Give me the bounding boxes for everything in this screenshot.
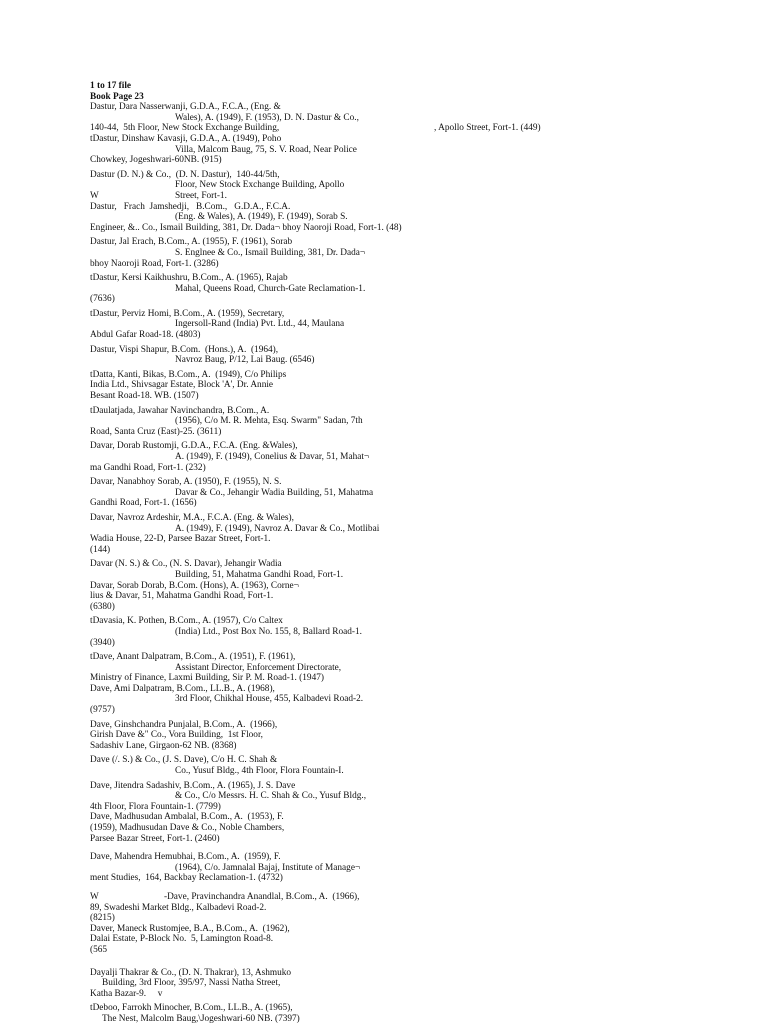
entry-line: (565: [90, 944, 108, 955]
entry-line: Ingersoll-Rand (India) Pvt. Ltd., 44, Maulana: [175, 319, 345, 330]
entry-line: ment Studies, 164, Backbay Reclamation-1. (4732): [90, 873, 283, 884]
entry-line: Davar, Sorab Dorab, B.Com. (Hons), A. (1963), Corne¬: [90, 580, 299, 591]
entry-line: tDastur, Perviz Homi, B.Com., A. (1959), Secretary,: [90, 308, 285, 319]
entry-line: (India) Ltd., Post Box No. 155, 8, Ballard Road-1.: [175, 626, 362, 637]
entry-line: Girish Dave &" Co., Vora Building, 1st Floor,: [90, 730, 264, 741]
entry-line: Parsee Bazar Street, Fort-1. (2460): [90, 833, 220, 844]
entry-line: Abdul Gafar Road-18. (4803): [90, 330, 201, 341]
entry-line: Gandhi Road, Fort-1. (1656): [90, 498, 197, 509]
entry-line: Wadia House, 22-D, Parsee Bazar Street, Fort-1.: [90, 534, 271, 545]
entry-line: tDavasia, K. Pothen, B.Com., A. (1957), C/o Caltex: [90, 616, 283, 627]
entry-line: bhoy Naoroji Road, Fort-1. (3286): [90, 258, 219, 269]
book-page-label: Book Page 23: [90, 91, 144, 102]
entry-line: India Ltd., Shivsagar Estate, Block 'A', Dr. Annie: [90, 380, 274, 391]
entry-line: Wales), A. (1949), F. (1953), D. N. Dastur & Co.,: [175, 112, 359, 123]
entry-line: tDave, Anant Dalpatram, B.Com., A. (1951), F. (1961),: [90, 652, 296, 663]
entry-line: (3940): [90, 637, 115, 648]
entry-line: 4th Floor, Flora Fountain-1. (7799): [90, 801, 221, 812]
entry-line: Dastur, Frach Jamshedji, B.Com., G.D.A., F.C.A.: [90, 201, 291, 212]
document-page: [90, 81, 730, 1025]
entry-line: S. Englnee & Co., Ismail Building, 381, Dr. Dada¬: [175, 247, 366, 258]
entry-line: Dastur, Jal Erach, B.Com., A. (1955), F. (1961), Sorab: [90, 237, 293, 248]
entry-line: Building, 51, Mahatma Gandhi Road, Fort-1.: [175, 569, 344, 580]
entry-line: Dave, Jitendra Sadashiv, B.Com., A. (1965), J. S. Dave: [90, 780, 296, 791]
entry-line: Davar, Dorab Rustomji, G.D.A., F.C.A. (Eng. &Wales),: [90, 441, 298, 452]
entry-line: Dave, Mahendra Hemubhai, B.Com., A. (1959), F.: [90, 852, 281, 863]
entry-line: Co., Yusuf Bldg., 4th Floor, Flora Fountain-I.: [175, 766, 344, 777]
entry-line: Building, 3rd Floor, 395/97, Nassi Natha Street,: [102, 978, 281, 989]
entry-line: Katha Bazar-9. v: [90, 988, 163, 999]
entry-line: W: [90, 190, 99, 201]
entry-line: Sadashiv Lane, Girgaon-62 NB. (8368): [90, 740, 237, 751]
entry-line: Dave, Ginshchandra Punjalal, B.Com., A. (1966),: [90, 719, 278, 730]
entry-line: Chowkey, Jogeshwari-60NB. (915): [90, 155, 222, 166]
entry-line: , Apollo Street, Fort-1. (449): [434, 123, 541, 134]
entry-line: Dave, Madhusudan Ambalal, B.Com., A. (1953), F.: [90, 812, 284, 823]
entry-line: (7636): [90, 294, 115, 305]
entry-line: Daver, Maneck Rustomjee, B.A., B.Com., A. (1962),: [90, 923, 290, 934]
entry-line: Assistant Director, Enforcement Directorate,: [175, 662, 342, 673]
entry-line: tDaulatjada, Jawahar Navinchandra, B.Com., A.: [90, 405, 270, 416]
entry-line: tDeboo, Farrokh Minocher, B.Com., LL.B., A. (1965),: [90, 1003, 293, 1014]
entry-line: Dave (/. S.) & Co., (J. S. Dave), C/o H. C. Shah &: [90, 755, 278, 766]
entry-line: A. (1949), F. (1949), Conelius & Davar, 51, Mahat¬: [175, 452, 370, 462]
entry-line: (1959), Madhusudan Dave & Co., Noble Chambers,: [90, 823, 285, 833]
entry-line: 140-44, 5th Floor, New Stock Exchange Building,: [90, 123, 280, 134]
entry-line-row: [90, 123, 730, 134]
entry-line: Davar, Nanabhoy Sorab, A. (1950), F. (1955), N. S.: [90, 477, 282, 488]
entry-line: Road, Santa Cruz (East)-25. (3611): [90, 426, 222, 437]
entry-line: W: [90, 891, 99, 902]
entry-line: ma Gandhi Road, Fort-1. (232): [90, 462, 206, 473]
entry-line: tDastur, Dinshaw Kavasji, G.D.A., A. (1949), Poho: [90, 133, 282, 144]
file-label: 1 to 17 file: [90, 81, 132, 91]
entry-line-row: [90, 191, 730, 202]
entry-line: Dastur (D. N.) & Co., (D. N. Dastur), 140-44/5th,: [90, 169, 280, 180]
entry-line: (9757): [90, 705, 115, 716]
entry-line: 3rd Floor, Chikhal House, 455, Kalbadevi Road-2.: [175, 694, 364, 705]
entry-line: (6380): [90, 601, 115, 612]
entry-line: Dastur, Dara Nasserwanji, G.D.A., F.C.A., (Eng. &: [90, 102, 281, 113]
entry-line: Floor, New Stock Exchange Building, Apollo: [175, 180, 345, 191]
entry-line: 89, Swadeshi Market Bldg., Kalbadevi Road-2.: [90, 902, 267, 913]
entry-line: (8215): [90, 913, 115, 924]
entry-line: (1964), C/o. Jamnalal Bajaj, Institute of Manage¬: [175, 862, 361, 873]
entry-line: (Eng. & Wales), A. (1949), F. (1949), Sorab S.: [175, 212, 348, 223]
entry-line: Besant Road-18. WB. (1507): [90, 391, 199, 402]
entry-line: Villa, Malcom Baug, 75, S. V. Road, Near Police: [175, 144, 357, 155]
entry-line: tDatta, Kanti, Bikas, B.Com., A. (1949), C/o Philips: [90, 369, 287, 380]
entry-line: & Co., C/o Messrs. H. C. Shah & Co., Yusuf Bldg.,: [175, 791, 367, 802]
entry-line: Davar, Navroz Ardeshir, M.A., F.C.A. (Eng. & Wales),: [90, 512, 294, 523]
entry-line-row: [90, 892, 730, 903]
entry-line: A. (1949), F. (1949), Navroz A. Davar & Co., Motlibai: [175, 523, 380, 534]
entry-line: Engineer, &.. Co., Ismail Building, 381, Dr. Dada¬ bhoy Naoroji Road, Fort-1. (48): [90, 222, 402, 233]
entry-line: Ministry of Finance, Laxmi Building, Sir P. M. Road-1. (1947): [90, 673, 324, 684]
entry-line: The Nest, Malcolm Baug,\Jogeshwari-60 NB. (7397): [102, 1013, 300, 1024]
entry-line: Dave, Ami Dalpatram, B.Com., LL.B., A. (1968),: [90, 683, 275, 694]
entry-line: Dalai Estate, P-Block No. 5, Lamington Road-8.: [90, 934, 274, 945]
entry-line: (144): [90, 544, 111, 555]
entry-line: Mahal, Queens Road, Church-Gate Reclamation-1.: [175, 283, 366, 294]
entry-line: Navroz Baug, P/12, Lai Baug. (6546): [175, 355, 315, 366]
entry-line: lius & Davar, 51, Mahatma Gandhi Road, Fort-1.: [90, 591, 274, 602]
entry-line: Dastur, Vispi Shapur, B.Com. (Hons.), A. (1964),: [90, 344, 279, 355]
entry-line: -Dave, Pravinchandra Anandlal, B.Com., A. (1966),: [164, 891, 360, 902]
entry-line: (1956), C/o M. R. Mehta, Esq. Swarm" Sadan, 7th: [175, 416, 363, 427]
entry-line: Davar (N. S.) & Co., (N. S. Davar), Jehangir Wadia: [90, 559, 282, 570]
entry-line: tDastur, Kersi Kaikhushru, B.Com., A. (1965), Rajab: [90, 273, 288, 284]
entry-line: Dayalji Thakrar & Co., (D. N. Thakrar), 13, Ashmuko: [90, 967, 292, 978]
entry-line: Davar & Co., Jehangir Wadia Building, 51, Mahatma: [175, 487, 374, 498]
entry-line: Street, Fort-1.: [175, 190, 227, 201]
